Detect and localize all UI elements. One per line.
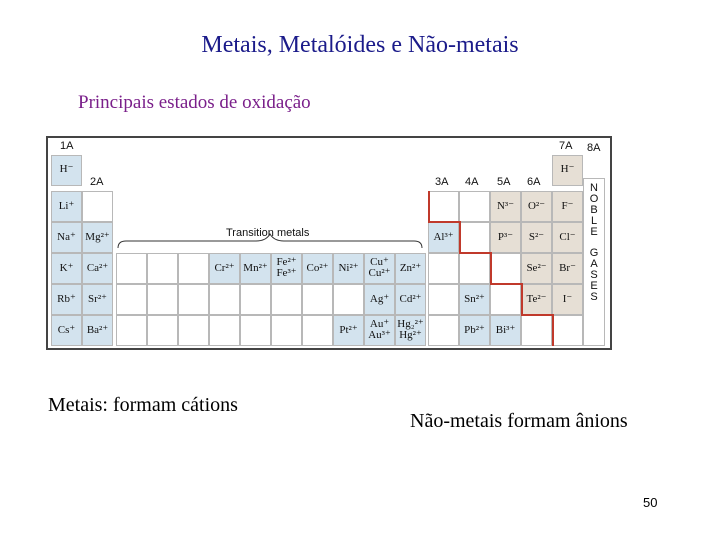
- group-label-3a: 3A: [435, 176, 449, 188]
- cell-Al: Al³⁺: [428, 222, 459, 253]
- cell-Cs: Cs⁺: [51, 315, 82, 346]
- group-label-1a: 1A: [60, 140, 74, 152]
- cell-Rb: Rb⁺: [51, 284, 82, 315]
- cell-Si: [459, 222, 490, 253]
- cell-Y: [116, 284, 147, 315]
- cell-Ag: Ag⁺: [364, 284, 395, 315]
- transition-metals-label: Transition metals: [226, 227, 310, 239]
- cell-Mg: Mg²⁺: [82, 222, 113, 253]
- cell-Cd: Cd²⁺: [395, 284, 426, 315]
- cell-Ca: Ca²⁺: [82, 253, 113, 284]
- cell-Pb: Pb²⁺: [459, 315, 490, 346]
- cell-Nb: [178, 284, 209, 315]
- cell-Hf: [147, 315, 178, 346]
- cell-Ti: [147, 253, 178, 284]
- slide-subtitle: Principais estados de oxidação: [78, 92, 311, 113]
- cell-Zr: [147, 284, 178, 315]
- cell-Ga: [428, 253, 459, 284]
- cell-Co: Co²⁺: [302, 253, 333, 284]
- cell-Bi: Bi³⁺: [490, 315, 521, 346]
- cell-As: [490, 253, 521, 284]
- cell-Sc: [116, 253, 147, 284]
- group-label-8a: 8A: [587, 142, 601, 154]
- cell-Ge: [459, 253, 490, 284]
- group-label-2a: 2A: [90, 176, 104, 188]
- cell-In: [428, 284, 459, 315]
- cell-Tc: [240, 284, 271, 315]
- cell-Be: [82, 191, 113, 222]
- metalloid-border: [428, 191, 430, 222]
- cell-P: P³⁻: [490, 222, 521, 253]
- cell-Cu: Cu⁺ Cu²⁺: [364, 253, 395, 284]
- cell-Zn: Zn²⁺: [395, 253, 426, 284]
- cell-Lu: [116, 315, 147, 346]
- cell-O: O²⁻: [521, 191, 552, 222]
- cell-Pt: Pt²⁺: [333, 315, 364, 346]
- cell-Po: [521, 315, 552, 346]
- cell-Br: Br⁻: [552, 253, 583, 284]
- cell-Sr: Sr²⁺: [82, 284, 113, 315]
- slide-title: Metais, Metalóides e Não-metais: [201, 32, 519, 58]
- group-label-4a: 4A: [465, 176, 479, 188]
- page-number: 50: [643, 495, 658, 510]
- cell-Ba: Ba²⁺: [82, 315, 113, 346]
- cell-F: F⁻: [552, 191, 583, 222]
- metals-caption: Metais: formam cátions: [48, 394, 238, 416]
- cell-Ni: Ni²⁺: [333, 253, 364, 284]
- cell-Tl: [428, 315, 459, 346]
- cell-Sn: Sn²⁺: [459, 284, 490, 315]
- cell-Os: [271, 315, 302, 346]
- cell-Au: Au⁺ Au³⁺: [364, 315, 395, 346]
- nonmetals-caption: Não-metais formam ânions: [410, 410, 628, 432]
- cell-Te: Te²⁻: [521, 284, 552, 315]
- group-label-7a: 7A: [559, 140, 573, 152]
- cell-Se: Se²⁻: [521, 253, 552, 284]
- cell-Mo: [209, 284, 240, 315]
- cell-W: [209, 315, 240, 346]
- cell-Re: [240, 315, 271, 346]
- cell-Fe: Fe²⁺ Fe³⁺: [271, 253, 302, 284]
- group-label-5a: 5A: [497, 176, 511, 188]
- noble-gases-label: N O B L E G A S E S: [589, 182, 599, 303]
- cell-Na: Na⁺: [51, 222, 82, 253]
- cell-Li: Li⁺: [51, 191, 82, 222]
- cell-I: I⁻: [552, 284, 583, 315]
- cell-Ru: [271, 284, 302, 315]
- cell-V: [178, 253, 209, 284]
- cell-Ir: [302, 315, 333, 346]
- cell-Cr: Cr²⁺: [209, 253, 240, 284]
- cell-Ta: [178, 315, 209, 346]
- cell-Cl: Cl⁻: [552, 222, 583, 253]
- cell-Hg: Hg₂²⁺ Hg²⁺: [395, 315, 426, 346]
- cell-H-group17: H⁻: [552, 155, 583, 186]
- cell-Rh: [302, 284, 333, 315]
- periodic-table-figure: [46, 136, 612, 350]
- cell-N: N³⁻: [490, 191, 521, 222]
- group-label-6a: 6A: [527, 176, 541, 188]
- cell-K: K⁺: [51, 253, 82, 284]
- cell-At: [552, 315, 583, 346]
- cell-Sb: [490, 284, 521, 315]
- cell-S: S²⁻: [521, 222, 552, 253]
- cell-C: [459, 191, 490, 222]
- cell-Pd: [333, 284, 364, 315]
- cell-H-group1: H⁻: [51, 155, 82, 186]
- cell-B: [428, 191, 459, 222]
- cell-Mn: Mn²⁺: [240, 253, 271, 284]
